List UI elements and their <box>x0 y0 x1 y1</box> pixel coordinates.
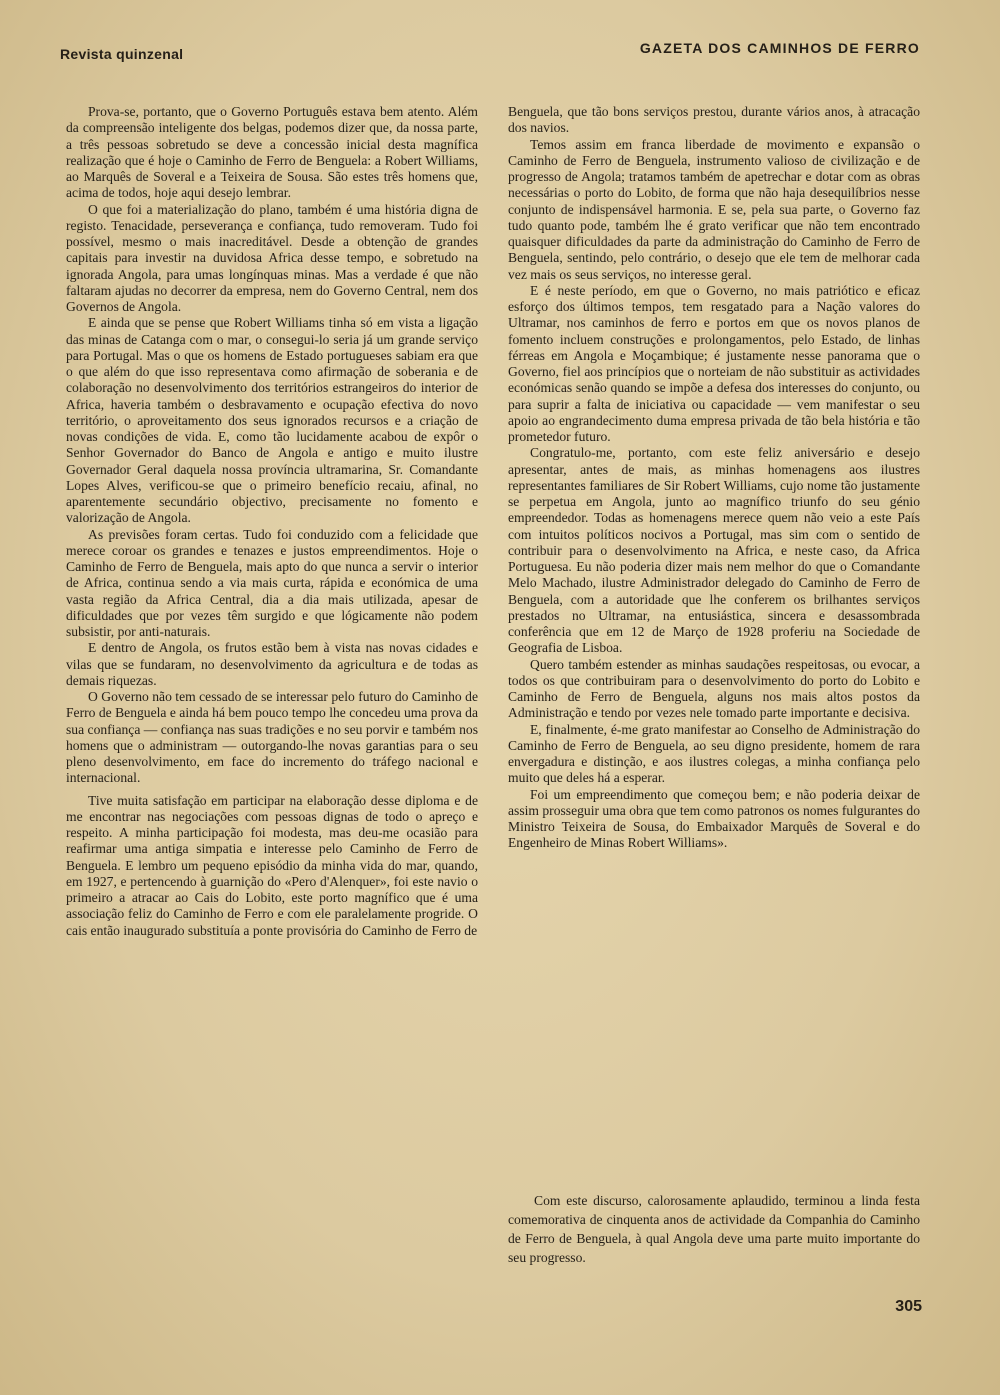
publication-title: GAZETA DOS CAMINHOS DE FERRO <box>639 40 920 56</box>
right-column <box>508 104 920 852</box>
paragraph: Benguela, que tão bons serviços prestou, durante vários anos, à atracação dos navios. <box>508 104 920 136</box>
left-column <box>66 104 478 939</box>
paragraph: As previsões foram certas. Tudo foi conduzido com a felicidade que merece coroar os grandes e tenazes e justos empreendimentos. Hoje o Caminho de Ferro de Benguela, mais apto do que nunca a servir o interior de Africa, continua sendo a via mais curta, rápida e económica de uma vasta região da Africa Central, dia a dia mais utilizada, apesar de dificuldades que por vezes têm surgido e que lógicamente não podem subsistir, por anti-naturais. <box>66 526 478 639</box>
paragraph: Temos assim em franca liberdade de movimento e expansão o Caminho de Ferro de Benguela, instrumento valioso de civilização e de progresso de Angola; tratamos também de apetrechar e dotar com as obras necessárias o porto do Lobito, de forma que não haja desequilíbrios nesse conjunto de indispensável harmonia. E se, pela sua parte, o Governo faz tudo quanto pode, também lhe é grato verificar que não tem encontrado quaisquer dificuldades da parte da administração do Caminho de Ferro de Benguela, sentindo, pelo contrário, o desejo que ele tem de melhorar cada vez mais os seus serviços, no interesse geral. <box>508 136 920 282</box>
paragraph: E, finalmente, é-me grato manifestar ao Conselho de Administração do Caminho de Ferro de Benguela, ao seu digno presidente, homem de rara envergadura e distinção, e aos ilustres colegas, a minha confiança pelo muito que deles há a esperar. <box>508 721 920 786</box>
paragraph: O que foi a materialização do plano, também é uma história digna de registo. Tenacidade, perseverança e confiança, tudo removeram. Tudo foi possível, mesmo o mais inacreditável. Desde a obtenção de grandes capitais para investir na duvidosa Africa desse tempo, e sobretudo na ignorada Angola, para umas longínquas minas. Mas a verdade é que não faltaram ajudas no decorrer da empresa, nem do Governo Central, nem dos Governos de Angola. <box>66 201 478 314</box>
paragraph: Prova-se, portanto, que o Governo Português estava bem atento. Além da compreensão inteligente dos belgas, podemos dizer que, da nossa parte, a três pessoas sobretudo se deve a concessão inicial desta magnífica realização que é hoje o Caminho de Ferro de Benguela: a Robert Williams, ao Marquês de Soveral e a Teixeira de Sousa. São estes três homens que, acima de todos, hoje aqui desejo lembrar. <box>66 104 478 201</box>
paragraph: O Governo não tem cessado de se interessar pelo futuro do Caminho de Ferro de Benguela e ainda há bem pouco tempo lhe concedeu uma prova da sua confiança — confiança nas suas tradições e no seu porvir e também nos homens que o administram — outorgando-lhe novas garantias para o seu pleno desenvolvimento, em face do incremento do tráfego nacional e internacional. <box>66 689 478 786</box>
paragraph: Tive muita satisfação em participar na elaboração desse diploma e de me encontrar nas negociações com pessoas dignas de todo o apreço e respeito. A minha participação foi modesta, mas deu-me ocasião para reafirmar uma antiga simpatia e interesse pelo Caminho de Ferro de Benguela. E lembro um pequeno episódio da minha vida do mar, quando, em 1927, e pertencendo à guarnição do «Pero d'Alenquer», foi este navio o primeiro a atracar ao Cais do Lobito, este porto magnífico que é uma associação feliz do Caminho de Ferro e com ele paralelamente progride. O cais então inaugurado substituía a ponte provisória do Caminho de Ferro de <box>66 792 478 938</box>
page-number: 305 <box>895 1298 922 1315</box>
closing-note <box>508 1191 920 1267</box>
paragraph: Foi um empreendimento que começou bem; e não poderia deixar de assim prosseguir uma obra que tem como patronos os nomes fulgurantes do Ministro Teixeira de Sousa, do Embaixador Marquês de Soveral e do Engenheiro de Minas Robert Williams». <box>508 786 920 851</box>
paragraph: E ainda que se pense que Robert Williams tinha só em vista a ligação das minas de Catanga com o mar, o consegui-lo seria já um grande serviço para Portugal. Mas o que os homens de Estado portugueses sabiam era que o que além do que isso representava como afirmação de soberania e de colaboração no desenvolvimento dos territórios estrangeiros do interior de Africa, haveria também o desbravamento e ocupação efectiva do novo território, o aproveitamento dos seus ignorados recursos e a criação de novas condições de vida. E, como tão lucidamente acabou de expôr o Senhor Governador do Banco de Angola e antigo e muito ilustre Governador Geral daquela nossa província ultramarina, Sr. Comandante Lopes Alves, verificou-se que o primeiro benefício recaiu, afinal, no aparentemente secundário objectivo, precisamente no fomento e valorização de Angola. <box>66 315 478 526</box>
section-header: Revista quinzenal <box>60 46 184 62</box>
paragraph: Congratulo-me, portanto, com este feliz aniversário e desejo apresentar, antes de mais, as minhas homenagens aos ilustres representantes familiares de Sir Robert Williams, cujo nome tão justamente se perpetua em Angola, junto ao magnífico triunfo do seu génio empreendedor. Todas as homenagens merece quem não veio a este País com intuitos políticos nocivos a Portugal, mas sim com o sentido de contribuir para o desenvolvimento na Africa, e neste caso, da Africa Portuguesa. Eu não poderia dizer mais nem melhor do que o Comandante Melo Machado, ilustre Administrador delegado do Caminho de Ferro de Benguela, com a autoridade que lhe conferem os brilhantes serviços prestados no Ultramar, na entusiástica, sincera e desassombrada conferência que em 12 de Março de 1928 proferiu na Sociedade de Geografia de Lisboa. <box>508 445 920 656</box>
closing-paragraph: Com este discurso, calorosamente aplaudido, terminou a linda festa comemorativa de cinquenta anos de actividade da Companhia do Caminho de Ferro de Benguela, à qual Angola deve uma parte muito importante do seu progresso. <box>508 1193 920 1265</box>
paragraph: E é neste período, em que o Governo, no mais patriótico e eficaz esforço dos últimos tempos, tem resgatado para a Nação valores do Ultramar, nos caminhos de ferro e portos em que os novos planos de fomento incluem construções e prolongamentos, pelo Estado, de linhas férreas em Angola e Moçambique; é justamente nesse panorama que o Governo, fiel aos princípios que o norteiam de não substituir as actividades económicas senão quando se impõe a defesa dos interesses do conjunto, ou para suprir a falta de iniciativa ou capacidade — vem manifestar o seu apoio ao engrandecimento duma empresa privada de tão bela história e tão prometedor futuro. <box>508 282 920 444</box>
paragraph: Quero também estender as minhas saudações respeitosas, ou evocar, a todos os que contribuiram para o desenvolvimento do porto do Lobito e Caminho de Ferro de Benguela, alguns nos mais altos postos da Administração e tendo por vezes nele tomado parte importante e decisiva. <box>508 656 920 721</box>
paragraph: E dentro de Angola, os frutos estão bem à vista nas novas cidades e vilas que se fundaram, no desenvolvimento da agricultura e de todas as demais riquezas. <box>66 640 478 688</box>
